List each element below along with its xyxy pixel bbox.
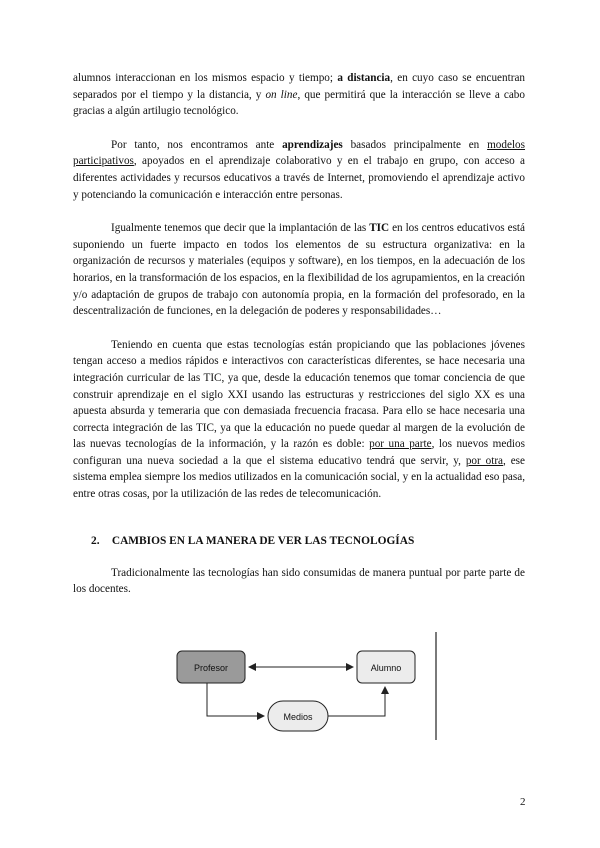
paragraph-3: Igualmente tenemos que decir que la implantación de las TIC en los centros educativos está suponiendo un fuerte impacto en todos los elementos de su estructura organizativa: en la organización de recursos y materiales (equipos y software), en los tiempos, en la adecuación de los horarios, en la transformación de los espacios, en la flexibilidad de los agrupamientos, en la creación y/o adaptación de grupos de trabajo con autonomía propia, en la formación del profesorado, en la descentralización de funciones, en la delegación de poderes y responsabilidades… bbox=[73, 222, 525, 318]
paragraph-5: Tradicionalmente las tecnologías han sido consumidas de manera puntual por parte parte de los docentes. bbox=[73, 566, 525, 596]
medios-label: Medios bbox=[283, 712, 313, 722]
profesor-medios-arrow bbox=[207, 683, 264, 716]
profesor-label: Profesor bbox=[193, 663, 229, 673]
page-number: 2 bbox=[520, 796, 526, 808]
paragraph-2: Por tanto, nos encontramos ante aprendizajes basados principalmente en modelos participativos, apoyados en el aprendizaje colaborativo y en el trabajo en grupo, con acceso a diferentes actividades y recursos educativos a través de Internet, promoviendo el aprendizaje activo y potenciando la comunicación e interacción entre personas. bbox=[73, 138, 526, 201]
paragraph-1: alumnos interaccionan en los mismos espacio y tiempo; a distancia, en cuyo caso se encuentran separados por el tiempo y la distancia, y on line, que permitirá que la interacción se lleve a cabo gracias a algún artilugio tecnológico. bbox=[73, 72, 525, 118]
paragraph-4: Teniendo en cuenta que estas tecnologías están propiciando que las poblaciones jóvenes tengan acceso a medios rápidos e interactivos con características diferentes, se hace necesaria una integración curricular de las TIC, ya que, desde la educación tenemos que tomar conciencia de que construir aprendizaje en el siglo XXI usando las estructuras y restricciones del siglo XX es una apuesta absurda y temeraria que con demasiada frecuencia fracasa. Para ello se hace necesaria una correcta integración de las TIC, ya que la educación no puede quedar al margen de la evolución de las nuevas tecnologías de la información, y la razón es doble: por una parte, los nuevos medios configuran una nueva sociedad a la que el sistema educativo tendrá que servir, y, por otra, ese sistema emplea siempre los medios utilizados en la comunicación social, y en la actualidad eso pasa, entre otras cosas, por la utilización de las redes de telecomunicación. bbox=[73, 338, 525, 501]
alumno-label: Alumno bbox=[370, 663, 402, 673]
page-body bbox=[73, 70, 525, 598]
teaching-diagram bbox=[170, 630, 440, 740]
medios-alumno-arrow bbox=[328, 687, 385, 716]
section-heading: 2. CAMBIOS EN LA MANERA DE VER LAS TECNOLOGÍAS bbox=[91, 534, 415, 547]
